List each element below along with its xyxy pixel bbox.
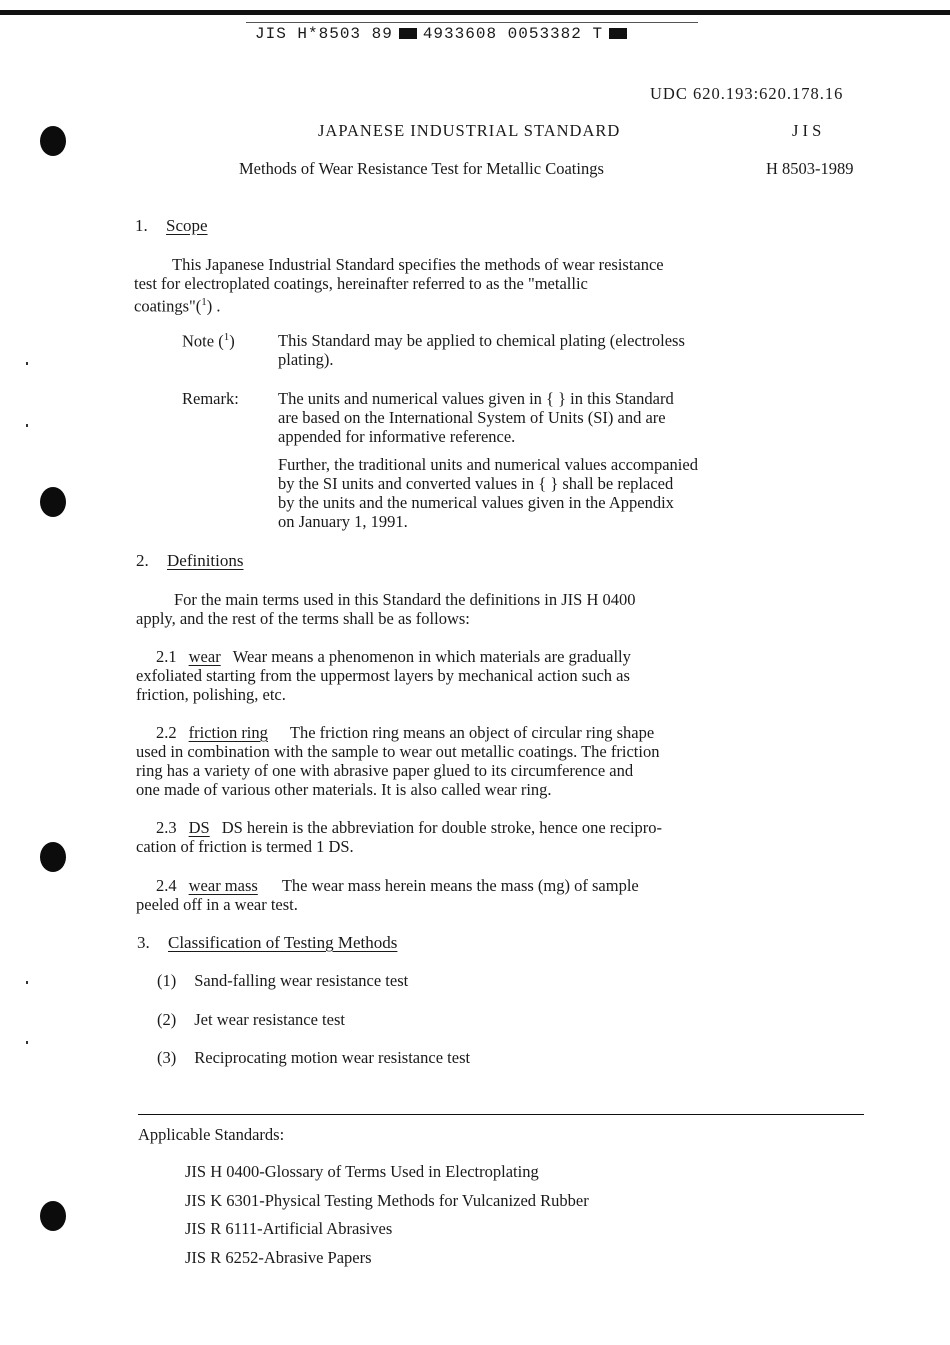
definition-term: friction ring: [188, 723, 268, 742]
note-line: This Standard may be applied to chemical plating (electroless: [278, 331, 685, 350]
remark-text: [278, 389, 698, 531]
classification-item: [157, 1010, 345, 1030]
jis-label: J I S: [792, 121, 822, 140]
item-text: Jet wear resistance test: [194, 1010, 345, 1029]
barcode-block-icon: [399, 28, 417, 39]
definition-term: wear mass: [188, 876, 258, 895]
section-title: Scope: [166, 216, 208, 235]
definition-wear-mass: [136, 876, 639, 914]
scope-line: This Japanese Industrial Standard specifies the methods of wear resistance: [172, 255, 664, 274]
definition-line: Wear means a phenomenon in which materials are gradually: [232, 647, 631, 666]
document-title: Methods of Wear Resistance Test for Metallic Coatings: [239, 159, 604, 178]
note-label-text: ): [229, 331, 235, 351]
section-scope-heading: [135, 216, 208, 236]
scope-paragraph: [134, 255, 664, 316]
definition-number: 2.1: [156, 647, 177, 666]
intro-line: For the main terms used in this Standard the definitions in JIS H 0400: [174, 590, 636, 609]
intro-line: apply, and the rest of the terms shall be as follows:: [136, 609, 470, 628]
remark-line: by the units and the numerical values given in the Appendix: [278, 493, 674, 512]
binder-hole-icon: [40, 487, 66, 517]
remark-line: Further, the traditional units and numerical values accompanied: [278, 455, 698, 474]
definition-line: one made of various other materials. It is also called wear ring.: [136, 780, 552, 799]
standard-organization: JAPANESE INDUSTRIAL STANDARD: [318, 121, 621, 140]
definition-term: DS: [188, 818, 210, 837]
definition-line: cation of friction is termed 1 DS.: [136, 837, 354, 856]
top-border-bar: [0, 10, 950, 15]
remark-line: The units and numerical values given in { } in this Standard: [278, 389, 674, 408]
note-label: [182, 331, 235, 352]
remark-line: by the SI units and converted values in { } shall be replaced: [278, 474, 674, 493]
header-code-right: 4933608 0053382 T: [422, 25, 604, 43]
item-number: (1): [157, 971, 177, 990]
definition-line: friction, polishing, etc.: [136, 685, 286, 704]
section-number: 3.: [137, 933, 150, 952]
definition-ds: [136, 818, 662, 856]
note-line: plating).: [278, 350, 334, 369]
remark-line: appended for informative reference.: [278, 427, 516, 446]
scope-line: test for electroplated coatings, hereinafter referred to as the "metallic: [134, 274, 588, 293]
scope-line-text: coatings"(: [134, 296, 202, 316]
definition-number: 2.2: [156, 723, 177, 742]
section-number: 1.: [135, 216, 148, 235]
scan-speck: [26, 424, 28, 427]
note-label-text: Note (: [182, 331, 224, 351]
definition-line: The wear mass herein means the mass (mg) of sample: [281, 876, 639, 895]
scan-speck: [26, 981, 28, 984]
remark-label: Remark:: [182, 389, 239, 408]
section-title: Classification of Testing Methods: [168, 933, 398, 952]
item-text: Reciprocating motion wear resistance test: [194, 1048, 471, 1067]
definition-line: peeled off in a wear test.: [136, 895, 298, 914]
header-code-line: [255, 25, 633, 43]
definition-number: 2.3: [156, 818, 177, 837]
section-classification-heading: [137, 933, 397, 953]
applicable-standard-item: JIS K 6301-Physical Testing Methods for Vulcanized Rubber: [185, 1191, 589, 1210]
applicable-standard-item: JIS H 0400-Glossary of Terms Used in Electroplating: [185, 1162, 539, 1181]
definitions-intro: [136, 590, 636, 628]
classification-item: [157, 971, 408, 991]
applicable-standard-item: JIS R 6252-Abrasive Papers: [185, 1248, 372, 1267]
definition-line: DS herein is the abbreviation for double stroke, hence one recipro-: [221, 818, 663, 837]
udc-code: UDC 620.193:620.178.16: [650, 84, 844, 103]
header-code-rule: [246, 22, 698, 23]
section-number: 2.: [136, 551, 149, 570]
item-number: (3): [157, 1048, 177, 1067]
footnote-mark: 1: [223, 331, 230, 343]
binder-hole-icon: [40, 126, 66, 156]
definition-term: wear: [188, 647, 221, 666]
definition-wear: [136, 647, 631, 704]
applicable-standard-item: JIS R 6111-Artificial Abrasives: [185, 1219, 393, 1238]
definition-line: ring has a variety of one with abrasive paper glued to its circumference and: [136, 761, 634, 780]
applicable-standards-heading: Applicable Standards:: [138, 1125, 285, 1144]
scan-speck: [26, 1041, 28, 1044]
definition-friction-ring: [136, 723, 659, 799]
standard-number: H 8503-1989: [766, 159, 854, 178]
scope-line-text: ) .: [206, 296, 221, 316]
binder-hole-icon: [40, 1201, 66, 1231]
item-text: Sand-falling wear resistance test: [194, 971, 409, 990]
header-code-left: JIS H*8503 89: [255, 25, 393, 43]
remark-line: on January 1, 1991.: [278, 512, 408, 531]
definition-number: 2.4: [156, 876, 177, 895]
remark-line: are based on the International System of Units (SI) and are: [278, 408, 666, 427]
footnote-mark: 1: [201, 296, 207, 308]
section-title: Definitions: [167, 551, 244, 570]
footer-divider: [138, 1114, 864, 1115]
definition-line: used in combination with the sample to wear out metallic coatings. The friction: [136, 742, 660, 761]
scan-speck: [26, 362, 28, 365]
item-number: (2): [157, 1010, 177, 1029]
definition-line: exfoliated starting from the uppermost layers by mechanical action such as: [136, 666, 630, 685]
scope-line: [134, 293, 664, 316]
binder-hole-icon: [40, 842, 66, 872]
classification-item: [157, 1048, 470, 1068]
barcode-block-icon: [609, 28, 627, 39]
section-definitions-heading: [136, 551, 244, 571]
note-text: [278, 331, 685, 369]
definition-line: The friction ring means an object of circular ring shape: [289, 723, 655, 742]
